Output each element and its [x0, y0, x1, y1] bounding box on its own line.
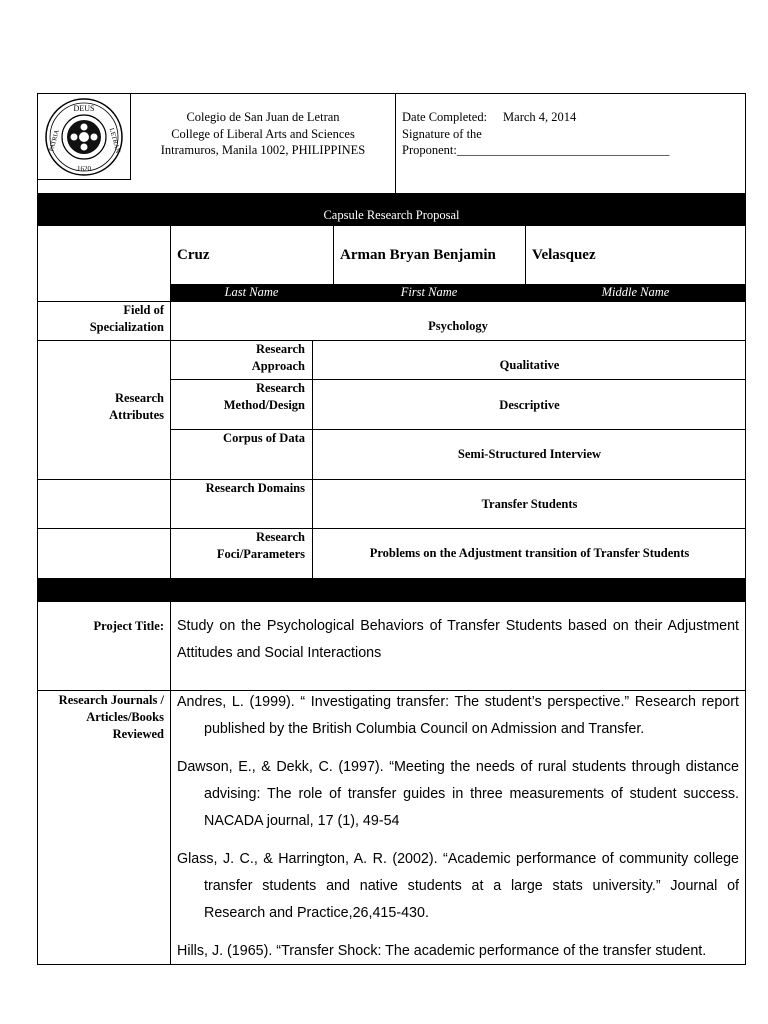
name-row-left-divider [170, 226, 171, 579]
research-attributes-label: Research Attributes [109, 391, 164, 422]
last-name-label: Last Name [224, 285, 279, 299]
outer-border-top [37, 93, 746, 94]
research-method-value: Descriptive [499, 398, 560, 412]
field-of-specialization-value: Psychology [428, 319, 488, 333]
last-name-value: Cruz [177, 247, 210, 263]
signature-label-line1: Signature of the [402, 126, 482, 141]
middle-name-label: Middle Name [601, 285, 670, 299]
section-separator-bar [37, 578, 746, 602]
research-method-label: Research Method/Design [223, 381, 305, 412]
project-title-label: Project Title: [93, 619, 164, 633]
date-row [402, 109, 742, 126]
signature-blank: __________________________________ [456, 143, 670, 157]
college-name: College of Liberal Arts and Sciences [171, 126, 355, 141]
reference-item: Hills, J. (1965). “Transfer Shock: The academic performance of the transfer student. [177, 943, 707, 959]
research-foci-value: Problems on the Adjustment transition of Transfer Students [369, 546, 690, 560]
first-name-label: First Name [400, 285, 458, 299]
proposal-title: Capsule Research Proposal [323, 208, 460, 222]
institution-address: Intramuros, Manila 1002, PHILIPPINES [160, 143, 366, 157]
date-completed-value: March 4, 2014 [503, 110, 577, 124]
research-foci-label: Research Foci/Parameters [216, 530, 305, 561]
institution-name: Colegio de San Juan de Letran [186, 110, 340, 124]
project-title-value: Study on the Psychological Behaviors of Transfer Students based on their Adjustment Attitudes and Social Interactions [177, 618, 739, 661]
signature-label-line2: Proponent: [402, 143, 457, 157]
rule-domains-bottom [37, 528, 746, 529]
reference-item: Andres, L. (1999). “ Investigating transfer: The student’s perspective.” Research report published by the British Columbia Council on Admission and Transfer. [177, 694, 739, 737]
reference-item: Dawson, E., & Dekk, C. (1997). “Meeting the needs of rural students through distance advising: The role of transfer guides in three measurements of student success. NACADA journal, 17 (1), 49-54 [177, 759, 739, 829]
field-of-specialization-label: Field of Specialization [89, 303, 164, 334]
signature-row [402, 142, 742, 159]
first-name-value: Arman Bryan Benjamin [340, 247, 496, 263]
corpus-of-data-value: Semi-Structured Interview [457, 447, 602, 461]
seal-left-text: PATRIA [48, 128, 61, 153]
middle-name-value: Velasquez [532, 247, 596, 263]
date-signature-block [402, 109, 742, 159]
reference-item: Glass, J. C., & Harrington, A. R. (2002). “Academic performance of community college transfer students and native students at a large stats university.” Journal of Research and Practice,26,415-430. [177, 851, 739, 921]
research-approach-label: Research Approach [251, 342, 305, 373]
seal-year: 1620 [77, 165, 91, 173]
letran-seal-logo [44, 97, 124, 177]
research-domains-value: Transfer Students [481, 497, 578, 511]
references-list [177, 689, 739, 963]
date-completed-label: Date Completed: [402, 110, 488, 124]
outer-border-bottom [37, 964, 746, 965]
corpus-of-data-label: Corpus of Data [223, 431, 305, 445]
research-approach-value: Qualitative [499, 358, 560, 372]
research-domains-label: Research Domains [205, 481, 305, 495]
seal-right-text: LETRAN [107, 127, 122, 154]
name-divider-2 [525, 226, 526, 284]
institution-block [138, 109, 388, 159]
header-divider [395, 93, 396, 193]
lower-left-divider [170, 602, 171, 964]
name-divider-1 [333, 226, 334, 284]
rule-field-bottom [37, 340, 746, 341]
rule-corpus-bottom [37, 479, 746, 480]
research-journals-label: Research Journals / Articles/Books Reviewed [58, 693, 164, 741]
seal-top-text: DEUS [73, 104, 95, 113]
